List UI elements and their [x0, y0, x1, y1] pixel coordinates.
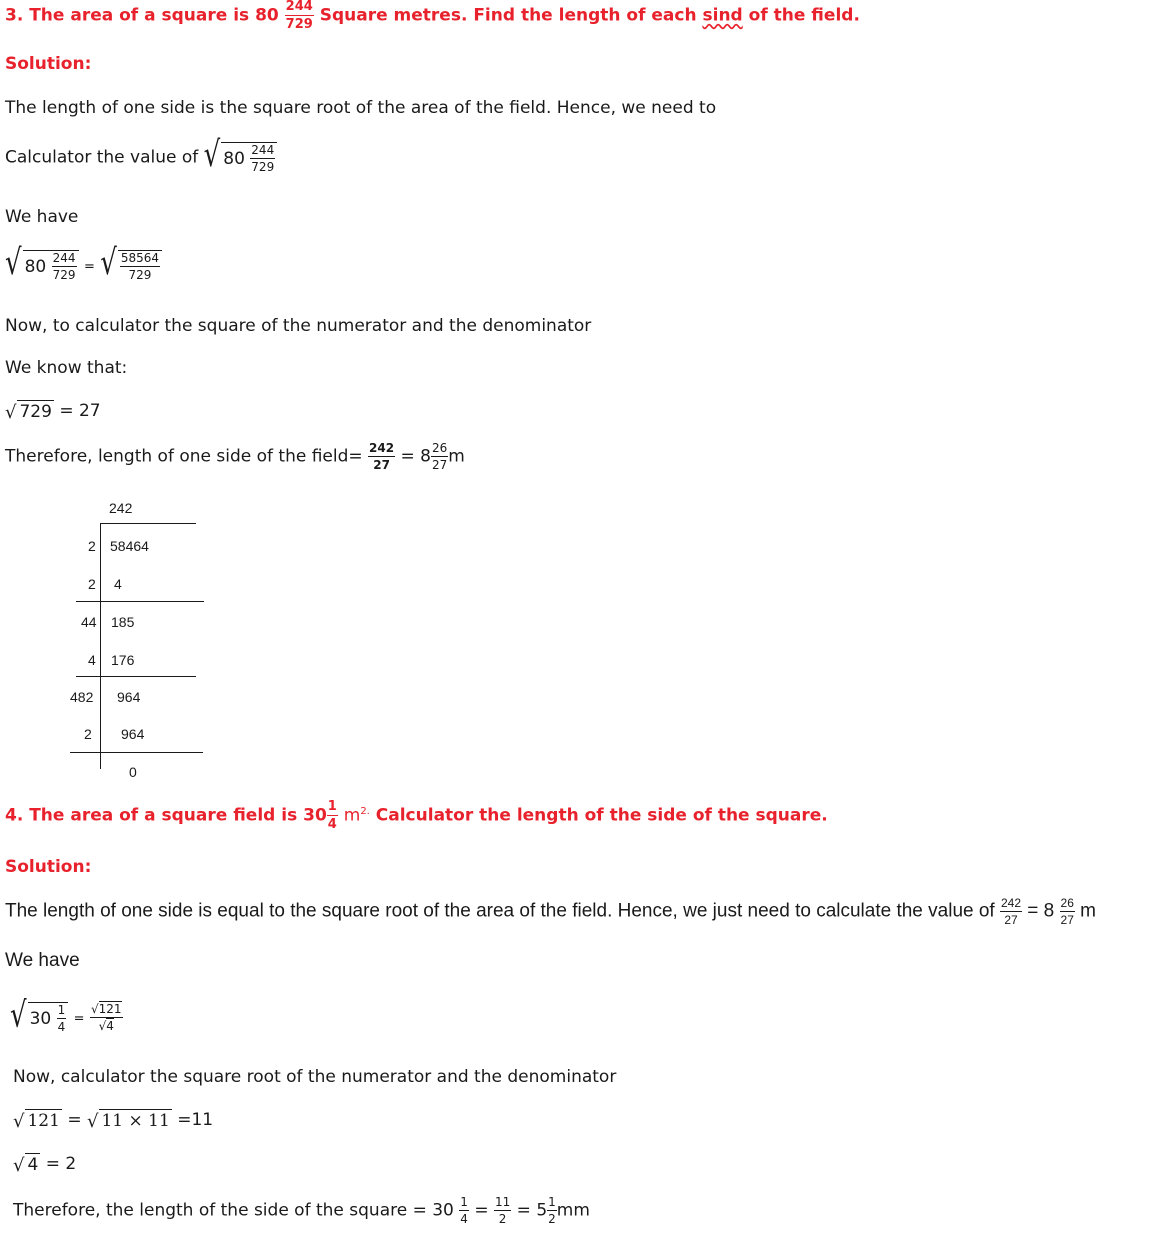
- s3-equation: √ 80 $\frac{244}{729}$ = √ $\frac{58564}{729}$: [5, 250, 162, 281]
- s3-now: Now, to calculator the square of the numerator and the denominator: [5, 316, 592, 336]
- ld-value: 176: [111, 652, 135, 668]
- s3-therefore: Therefore, length of one side of the field= $\frac{242}{27}$ = 8 $\frac{26}{27}$ m: [5, 441, 465, 472]
- s4-line1: The length of one side is equal to the square root of the area of the field. Hence, we just need to calculate the value of $\frac{242}{27}$ = 8 $\frac{26}{27}$ m: [5, 896, 1096, 927]
- ld-quotient: 242: [109, 500, 133, 516]
- question-4-heading: 4. The area of a square field is 30 $\frac{1}{4}$ $m^{2.}$ Calculator the length of the side of the square.: [5, 799, 828, 832]
- ld-value: 185: [111, 614, 135, 630]
- s4-therefore: Therefore, the length of the side of the square = 30 $\frac{1}{4}$ = $\frac{11}{2}$ = 5 $\frac{1}{2}$ mm: [13, 1195, 590, 1226]
- q3-misspelled-word: sind: [702, 5, 743, 26]
- q3-text-post: Square metres. Find the length of each: [319, 5, 697, 26]
- ld-divisor: 482: [70, 689, 94, 705]
- s3-know: We know that:: [5, 358, 128, 378]
- q3-text-end: of the field.: [748, 5, 860, 26]
- s3-we-have: We have: [5, 207, 79, 227]
- ld-divisor: 44: [81, 614, 97, 630]
- s4-root-121: √ 121 = √ 11 × 11 =11: [13, 1110, 214, 1132]
- ld-divisor: 2: [88, 576, 96, 592]
- s3-sqrt-expression: √ 80 $\frac{244}{729}$: [204, 142, 278, 173]
- ld-value: 964: [117, 689, 141, 705]
- ld-divisor: 4: [88, 652, 96, 668]
- q3-fraction: $\frac{244}{729}$: [285, 0, 313, 32]
- question-3-heading: [5, 0, 860, 31]
- solution-4-label: Solution:: [5, 857, 92, 877]
- ld-value: 4: [114, 576, 122, 592]
- s3-line2: Calculator the value of √ 80 $\frac{244}{729}$: [5, 142, 277, 173]
- q3-text-pre: 3. The area of a square is 80: [5, 5, 279, 26]
- s4-we-have: We have: [5, 950, 80, 971]
- ld-value: 58464: [110, 538, 149, 554]
- s4-equation: √ 30 $\frac{1}{4}$ = $\frac{√121}{√4}$: [10, 995, 122, 1036]
- solution-3-label: Solution:: [5, 54, 92, 74]
- s3-line1: The length of one side is the square root of the area of the field. Hence, we need to: [5, 98, 717, 118]
- ld-divisor: 2: [88, 538, 96, 554]
- s3-root-729: √ 729 = 27: [5, 401, 101, 423]
- ld-value: 964: [121, 726, 145, 742]
- ld-remainder: 0: [129, 764, 137, 780]
- s4-root-4: √ 4 = 2: [13, 1154, 77, 1176]
- s4-now: Now, calculator the square root of the numerator and the denominator: [13, 1067, 617, 1087]
- ld-divisor: 2: [84, 726, 92, 742]
